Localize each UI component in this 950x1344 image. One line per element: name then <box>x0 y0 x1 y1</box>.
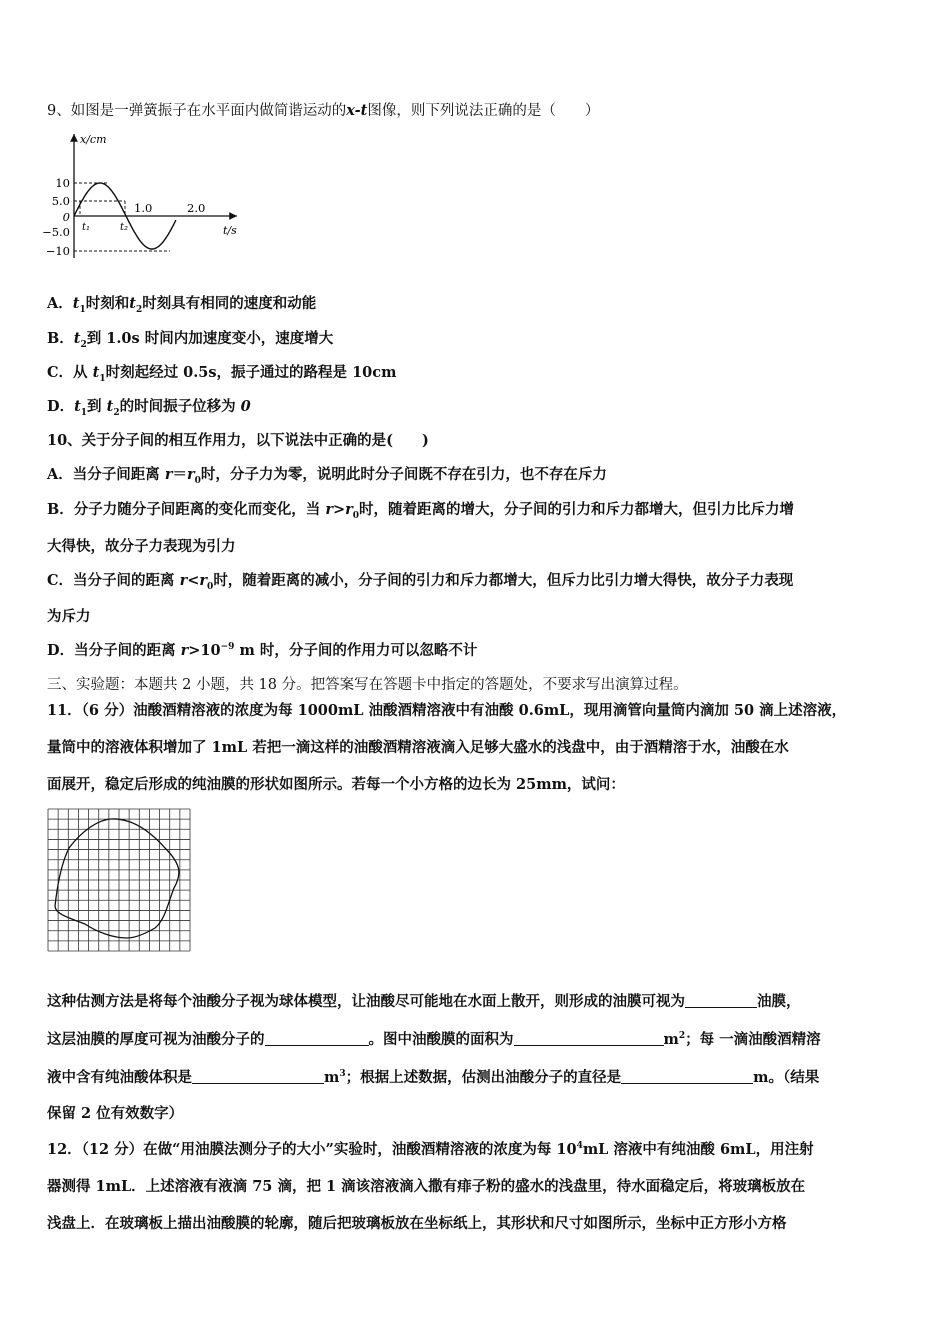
y-axis-label: x/cm <box>80 133 107 146</box>
t1-label: t₁ <box>82 222 91 233</box>
q11-line-2: 量筒中的溶液体积增加了 1mL 若把一滴这样的油酸酒精溶液滴入足够大盛水的浅盘中，由于酒精溶于水，油酸在水 <box>47 739 789 756</box>
blank-film-area[interactable] <box>514 1031 664 1046</box>
q10-option-a: A．当分子间距离 $r=r_0$时，分子力为零，说明此时分子间既不存在引力，也不存在斥力 <box>47 466 607 486</box>
q10-option-b: B．分子力随分子间距离的变化而变化，当 $r>r_0$时，随着距离的增大，分子间的引力和斥力都增大，但引力比斥力增 <box>47 501 795 521</box>
y-tick-neg10: −10 <box>45 244 70 258</box>
q9-option-c: C．从 $t_1$时刻起经过 0.5s，振子通过的路程是 10cm <box>47 364 397 384</box>
q9-stem: 9、如图是一弹簧振子在水平面内做简谐运动的x-t图像，则下列说法正确的是（ ） <box>47 102 600 119</box>
oil-film-outline <box>55 819 179 938</box>
q11-answer-line-2: 这层油膜的厚度可视为油酸分子的 。图中油酸膜的面积为 $m^2$；每 一滴油酸酒精溶 <box>47 1031 821 1048</box>
y-tick-5: 5.0 <box>51 194 70 208</box>
q11-line-1: 11．（6 分）油酸酒精溶液的浓度为每 1000mL 油酸酒精溶液中有油酸 0.6mL，现用滴管向量筒内滴加 50 滴上述溶液， <box>47 702 847 719</box>
q11-oil-film-grid <box>47 808 191 953</box>
y-tick-0: 0 <box>62 210 70 224</box>
blank-molecule-size[interactable] <box>265 1031 369 1046</box>
x-axis-label: t/s <box>223 224 237 237</box>
q11-answer-line-3: 液中含有纯油酸体积是 $m^3$；根据上述数据，估测出油酸分子的直径是 m。（结果 <box>47 1069 820 1086</box>
blank-molecule-diameter[interactable] <box>621 1069 753 1084</box>
t2-label: t₂ <box>120 222 129 233</box>
x-tick-1: 1.0 <box>134 201 153 215</box>
x-tick-2: 2.0 <box>187 201 206 215</box>
q10-option-c: C．当分子间的距离 $r<r_0$时，随着距离的减小，分子间的引力和斥力都增大，但斥力比引力增大得快，故分子力表现 <box>47 572 794 592</box>
q9-xt-graph <box>40 128 250 263</box>
q9-option-b: B．$t_2$到 1.0s 时间内加速度变小，速度增大 <box>47 330 334 350</box>
q9-option-a: A．$t_1$时刻和$t_2$时刻具有相同的速度和动能 <box>47 295 317 315</box>
blank-film-type[interactable] <box>685 993 757 1008</box>
q12-line-2: 器测得 1mL．上述溶液有液滴 75 滴，把 1 滴该溶液滴入撒有痱子粉的盛水的浅盘里，待水面稳定后，将玻璃板放在 <box>47 1178 806 1195</box>
q12-line-3: 浅盘上．在玻璃板上描出油酸膜的轮廓，随后把玻璃板放在坐标纸上，其形状和尺寸如图所示，坐标中正方形小方格 <box>47 1215 787 1232</box>
q10-stem: 10、关于分子间的相互作用力，以下说法中正确的是( ) <box>47 432 429 449</box>
section-3-heading: 三、实验题：本题共 2 小题，共 18 分。把答案写在答题卡中指定的答题处，不要求写出演算过程。 <box>47 677 688 693</box>
y-tick-neg5: −5.0 <box>42 225 70 239</box>
q11-answer-line-4: 保留 2 位有效数字） <box>47 1105 184 1122</box>
blank-oil-volume[interactable] <box>192 1069 324 1084</box>
q10-option-b-cont: 大得快，故分子力表现为引力 <box>47 538 236 555</box>
y-tick-10: 10 <box>55 176 70 190</box>
q9-option-d: D．$t_1$到 $t_2$的时间振子位移为 0 <box>47 398 251 418</box>
q10-option-d: D．当分子间的距离 $r>10^{-9}$ m 时，分子间的作用力可以忽略不计 <box>47 642 478 659</box>
q11-line-3: 面展开，稳定后形成的纯油膜的形状如图所示。若每一个小方格的边长为 25mm，试问： <box>47 776 625 793</box>
q10-option-c-cont: 为斥力 <box>47 608 91 625</box>
q11-answer-line-1: 这种估测方法是将每个油酸分子视为球体模型，让油酸尽可能地在水面上散开，则形成的油膜可视为 油膜， <box>47 993 801 1010</box>
q12-line-1: 12．（12 分）在做“用油膜法测分子的大小”实验时，油酸酒精溶液的浓度为每 $10^4mL$ 溶液中有纯油酸 6mL，用注射 <box>47 1141 814 1158</box>
